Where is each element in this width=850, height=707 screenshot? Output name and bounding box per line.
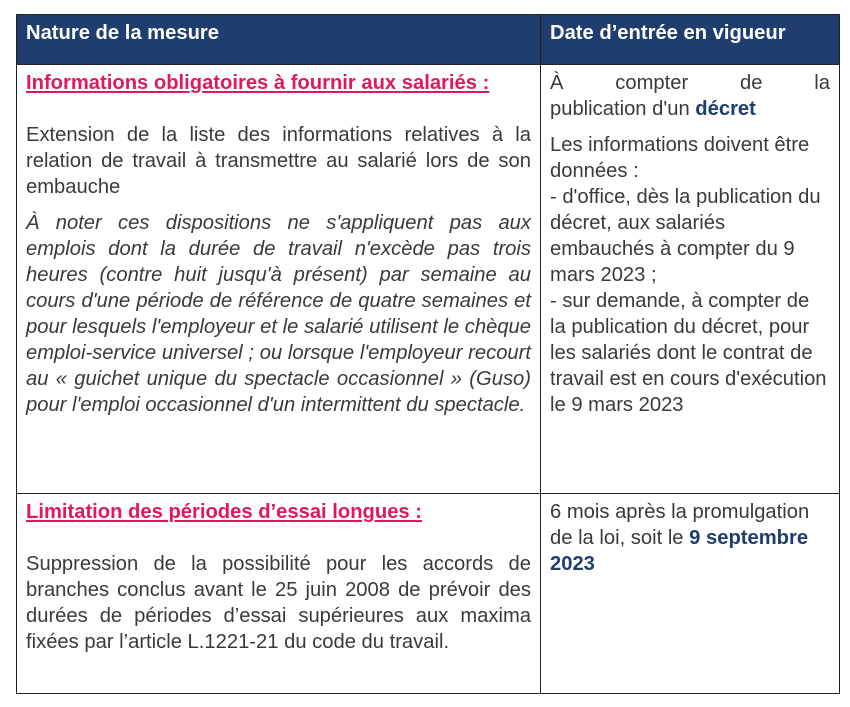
measure-cell [17, 494, 541, 694]
date-line-2 [550, 96, 830, 122]
measure-description: Suppression de la possibilité pour les accords de branches conclus avant le 25 juin 2008 de prévoir des durées de périodes d’essai supérieures aux maxima fixées par l’article L.1221-21 du code du travail. [26, 553, 531, 653]
date-text [550, 494, 830, 577]
table-header-row [17, 15, 840, 65]
table-row [17, 494, 840, 694]
date-prefix: 6 mois après la promulgation de la loi, soit le [550, 501, 810, 549]
measure-description: Extension de la liste des informations relatives à la relation de travail à transmettre au salarié lors de son embauche [26, 124, 531, 198]
date-prefix: publication d'un [550, 98, 690, 120]
measure-title: Informations obligatoires à fournir aux salariés : [26, 72, 490, 94]
header-nature: Nature de la mesure [17, 15, 541, 65]
date-detail-item: - sur demande, à compter de la publication du décret, pour les salariés dont le contrat de travail est en cours d'exécution le 9 mars 2023 [550, 290, 827, 416]
date-line-1: À compter de la [550, 72, 830, 94]
date-strong: décret [695, 98, 756, 120]
date-strong: 9 septembre 2023 [550, 527, 809, 575]
date-detail-item: - d'office, dès la publication du décret, aux salariés embauchés à compter du 9 mars 2023 ; [550, 186, 821, 286]
measures-table [16, 14, 840, 694]
date-cell [541, 494, 840, 694]
measure-cell [17, 65, 541, 494]
measure-note: À noter ces dispositions ne s'appliquent pas aux emplois dont la durée de travail n'excède pas trois heures (contre huit jusqu'à présent) par semaine au cours d'une période de référence de quatre semaines et pour lesquels l'employeur et le salarié utilisent le chèque emploi-service universel ; ou lorsque l'employeur recourt au « guichet unique du spectacle occasionnel » (Guso) pour l'emploi occasionnel d'un intermittent du spectacle. [26, 212, 531, 416]
measure-title: Limitation des périodes d’essai longues : [26, 501, 422, 523]
table-row [17, 65, 840, 494]
date-cell [541, 65, 840, 494]
date-detail-intro: Les informations doivent être données : [550, 134, 810, 182]
header-date: Date d’entrée en vigueur [541, 15, 840, 65]
